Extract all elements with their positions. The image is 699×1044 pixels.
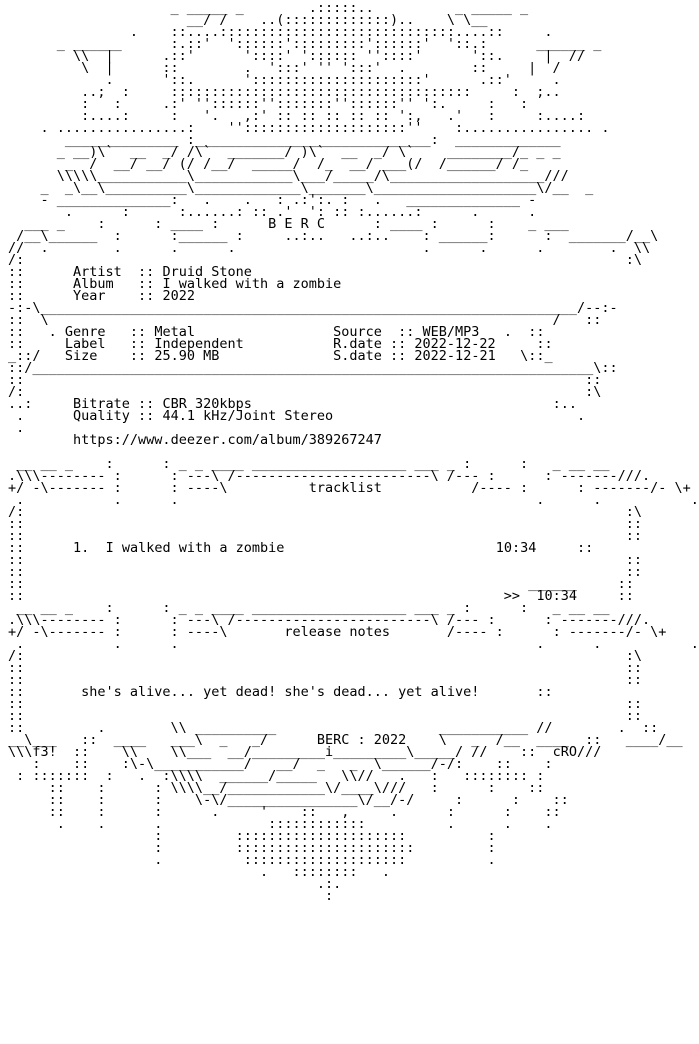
quality-line: 44.1 kHz/Joint Stereo <box>162 408 334 424</box>
footer-left-tag: f3! <box>32 744 57 760</box>
footer-group-year: BERC : 2022 <box>316 732 407 748</box>
track-title: I walked with a zombie <box>105 540 285 556</box>
year-line: 2022 <box>162 288 195 304</box>
album-url-link[interactable]: https://www.deezer.com/album/389267247 <box>73 432 382 448</box>
album-line: I walked with a zombie <box>162 276 342 292</box>
release-notes-text: she's alive... yet dead! she's dead... yet alive! <box>81 684 480 700</box>
track-duration: 10:34 <box>495 540 537 556</box>
bitrate-line: CBR 320kbps <box>162 396 252 412</box>
track-number: 1. <box>73 540 90 556</box>
label-line: Independent <box>154 336 244 352</box>
nfo-ascii-art: _ _____ _ .:::::.. _ _____ _ __/ / ..(:::::::::::::).. \ \__ . ::....:::::::::::::::::::::::::::::....:: . _ ______ :.::' '::::::':::::::::'::::::' '::.: ______ _ \\ | .::' '::::' ':::::: ''::::' '::. | // \ | :: . ':::' '' ':::' . :: | / . '::. ':::::::::::::::::::::' .::' . ..; : ::::::::::::::::::::::::::::::::::::: : ;.. : : .:' ''::::::'':::::::''::::::'' ':. : : :....: : '. ,:' :: :: :: :: :: ':, .' : :....: . ................: ''::::::::::::::::::::'' :................ . ______________ :_____________________________: _____________ _ __)\` __ _/ /\` _______/ )\` __ _/ \` ________/_ _ _ _ / __/ __/ (/ /__/ _____/ /_ __/ ___(/ /______/ /_ \\\\\___________\____________\___/_____/\___________________/// _ _\__\__________\_____________\_______\____________________\/__ _ - ______________: . . : .:':. : . ______________ - . : :......: :: .' ': :: :......: . . ___ _ : : ____ : B E R C : ____ : : _ ___ /__\______ : :______ : ..:.. ..:.. : ______: : _______/__\ // . . . . . . . . \\ /: :\ :: Artist :: Druid Stone :: Album :: I walked with a zombie :: Year :: 2022 -:-\__________________________________________________________________/--:- :: \ / :: :: . Genre :: Metal Source :: WEB/MP3 . :: :: Label :: Independent R.date :: 2022-12-22 :: _::/ Size :: 25.90 MB S.date :: 2022-12-21 \::_ ::/_____________________________________________________________________\:: :: :: /: :\ ..: Bitrate :: CBR 320kbps :.. . Quality :: 44.1 kHz/Joint Stereo . . https://www.deezer.com/album/389267247 __ __ _ : : _ _ ____ ___________________ ___ _ : : _ __ __ .\\\-------- : : ---\ /------------------------\ /--- : : -------///. +/ -\------- : : ----\ tracklist /---- : : -------/- \+ . . . . . . /: :\ :: :: :: :: :: 1. I walked with a zombie 10:34 :: :: :: :: :: :: ______ :: :: >> 10:34 :: __ __ _ : : _ _ ____ ___________________ ___ _ : : _ __ __ .\\\-------- : : ---\ /------------------------\ /--- : : -------///. +/ -\------- : : ----\ release notes /---- : : -------/- \+ . . . . . . /: :\ :: :: :: :: :: she's alive... yet dead! she's dead... yet alive! :: :: :: :: :: :: . \\ __________ ___________ // . :: __\___ :: ____ ___\ _ _/ BERC : 2022 \ _ /__ ____ :: ____/__ \\\f3! :: \\ \\___ __/_________i_________\_____/ // :: cRO/// : :: :\-\___________/ __/ _ _ \______/-/: :: : : ::::::: : . :\\\\ ______/_____ \\// . : :::::::: : :: : : \\\\__/____________\/____\/// : : :: :: : : \-\/________________\/__/-/ : : :: :: : : . ' :: , . : : :: . . . :::::::::::: . . . : ::::::::::::::::::::: : : :::::::::::::::::::::: : . :::::::::::::::::::: . . :::::::: . .:. : <box>8 0 699 904</box>
sdate-line: 2022-12-21 <box>414 348 496 364</box>
artist-line: Druid Stone <box>162 264 252 280</box>
total-marker: >> <box>503 588 521 604</box>
source-line: WEB/MP3 <box>422 324 480 340</box>
tracklist-title: tracklist <box>308 480 382 496</box>
size-line: 25.90 MB <box>154 348 220 364</box>
genre-line: Metal <box>154 324 195 340</box>
rdate-line: 2022-12-22 <box>414 336 496 352</box>
total-duration: 10:34 <box>536 588 577 604</box>
release-notes-title: release notes <box>284 624 391 640</box>
footer-right-tag: cRO <box>552 744 577 760</box>
